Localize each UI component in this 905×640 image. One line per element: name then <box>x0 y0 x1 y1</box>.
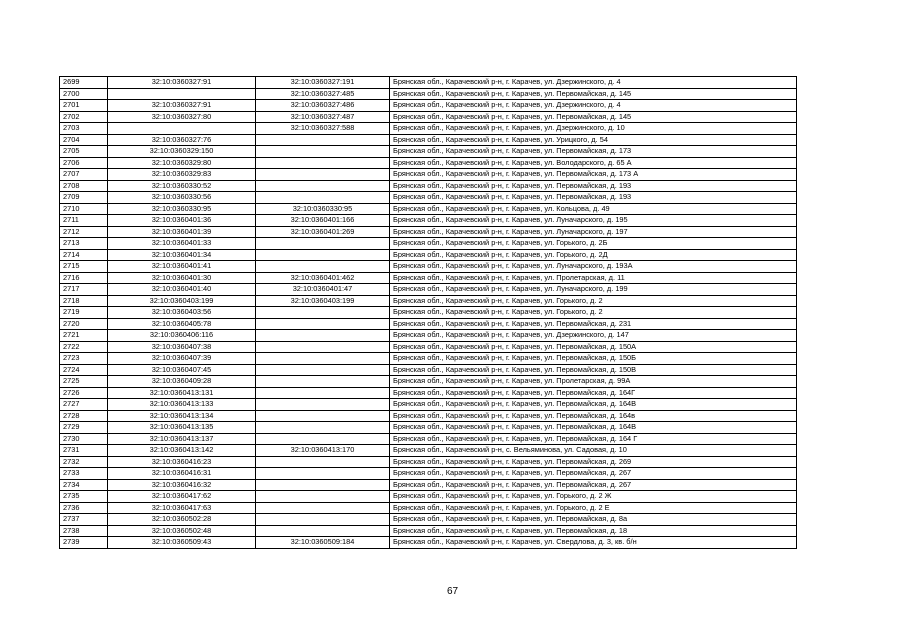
building-cadastral-number-cell <box>256 353 390 365</box>
row-number-cell: 2720 <box>60 318 108 330</box>
table-row <box>60 215 797 227</box>
building-cadastral-number-cell <box>256 468 390 480</box>
row-number-cell: 2719 <box>60 307 108 319</box>
land-cadastral-number-cell: 32:10:0360502:28 <box>108 514 256 526</box>
table-row <box>60 376 797 388</box>
land-cadastral-number-cell: 32:10:0360413:137 <box>108 433 256 445</box>
row-number-cell: 2734 <box>60 479 108 491</box>
land-cadastral-number-cell: 32:10:0360413:131 <box>108 387 256 399</box>
registry-table-body <box>60 77 797 549</box>
row-number-cell: 2716 <box>60 272 108 284</box>
building-cadastral-number-cell <box>256 238 390 250</box>
land-cadastral-number-cell: 32:10:0360401:40 <box>108 284 256 296</box>
row-number-cell: 2701 <box>60 100 108 112</box>
building-cadastral-number-cell <box>256 433 390 445</box>
building-cadastral-number-cell: 32:10:0360327:486 <box>256 100 390 112</box>
building-cadastral-number-cell <box>256 491 390 503</box>
building-cadastral-number-cell <box>256 422 390 434</box>
building-cadastral-number-cell: 32:10:0360327:487 <box>256 111 390 123</box>
table-row <box>60 226 797 238</box>
land-cadastral-number-cell: 32:10:0360401:33 <box>108 238 256 250</box>
table-row <box>60 537 797 549</box>
row-number-cell: 2710 <box>60 203 108 215</box>
land-cadastral-number-cell: 32:10:0360330:56 <box>108 192 256 204</box>
address-cell: Брянская обл., Карачевский р-н, г. Карачев, ул. Первомайская, д. 193 <box>390 180 797 192</box>
address-cell: Брянская обл., Карачевский р-н, г. Карачев, ул. Кольцова, д. 49 <box>390 203 797 215</box>
building-cadastral-number-cell <box>256 261 390 273</box>
land-cadastral-number-cell <box>108 123 256 135</box>
building-cadastral-number-cell <box>256 134 390 146</box>
building-cadastral-number-cell: 32:10:0360509:184 <box>256 537 390 549</box>
land-cadastral-number-cell: 32:10:0360416:23 <box>108 456 256 468</box>
building-cadastral-number-cell: 32:10:0360401:166 <box>256 215 390 227</box>
row-number-cell: 2724 <box>60 364 108 376</box>
address-cell: Брянская обл., Карачевский р-н, г. Карачев, ул. Первомайская, д. 150А <box>390 341 797 353</box>
table-row <box>60 491 797 503</box>
building-cadastral-number-cell <box>256 307 390 319</box>
land-cadastral-number-cell: 32:10:0360416:32 <box>108 479 256 491</box>
address-cell: Брянская обл., Карачевский р-н, с. Вельяминова, ул. Садовая, д. 10 <box>390 445 797 457</box>
address-cell: Брянская обл., Карачевский р-н, г. Карачев, ул. Первомайская, д. 164 Г <box>390 433 797 445</box>
row-number-cell: 2717 <box>60 284 108 296</box>
address-cell: Брянская обл., Карачевский р-н, г. Карачев, ул. Дзержинского, д. 10 <box>390 123 797 135</box>
address-cell: Брянская обл., Карачевский р-н, г. Карачев, ул. Луначарского, д. 193А <box>390 261 797 273</box>
table-row <box>60 238 797 250</box>
table-row <box>60 203 797 215</box>
address-cell: Брянская обл., Карачевский р-н, г. Карачев, ул. Горького, д. 2Д <box>390 249 797 261</box>
building-cadastral-number-cell <box>256 456 390 468</box>
building-cadastral-number-cell: 32:10:0360327:191 <box>256 77 390 89</box>
building-cadastral-number-cell <box>256 192 390 204</box>
row-number-cell: 2730 <box>60 433 108 445</box>
table-row <box>60 100 797 112</box>
building-cadastral-number-cell <box>256 330 390 342</box>
address-cell: Брянская обл., Карачевский р-н, г. Карачев, ул. Первомайская, д. 145 <box>390 111 797 123</box>
land-cadastral-number-cell: 32:10:0360416:31 <box>108 468 256 480</box>
address-cell: Брянская обл., Карачевский р-н, г. Карачев, ул. Первомайская, д. 164В <box>390 422 797 434</box>
building-cadastral-number-cell: 32:10:0360401:462 <box>256 272 390 284</box>
building-cadastral-number-cell <box>256 410 390 422</box>
address-cell: Брянская обл., Карачевский р-н, г. Карачев, ул. Первомайская, д. 231 <box>390 318 797 330</box>
building-cadastral-number-cell <box>256 364 390 376</box>
table-row <box>60 330 797 342</box>
land-cadastral-number-cell: 32:10:0360407:38 <box>108 341 256 353</box>
building-cadastral-number-cell <box>256 502 390 514</box>
row-number-cell: 2714 <box>60 249 108 261</box>
land-cadastral-number-cell: 32:10:0360407:39 <box>108 353 256 365</box>
building-cadastral-number-cell: 32:10:0360401:47 <box>256 284 390 296</box>
building-cadastral-number-cell <box>256 399 390 411</box>
table-row <box>60 318 797 330</box>
row-number-cell: 2703 <box>60 123 108 135</box>
address-cell: Брянская обл., Карачевский р-н, г. Карачев, ул. Горького, д. 2 <box>390 307 797 319</box>
table-row <box>60 88 797 100</box>
table-row <box>60 123 797 135</box>
table-row <box>60 146 797 158</box>
address-cell: Брянская обл., Карачевский р-н, г. Карачев, ул. Свердлова, д. 3, кв. б/н <box>390 537 797 549</box>
land-cadastral-number-cell: 32:10:0360413:142 <box>108 445 256 457</box>
table-row <box>60 364 797 376</box>
row-number-cell: 2729 <box>60 422 108 434</box>
table-row <box>60 456 797 468</box>
address-cell: Брянская обл., Карачевский р-н, г. Карачев, ул. Первомайская, д. 173 А <box>390 169 797 181</box>
table-row <box>60 502 797 514</box>
address-cell: Брянская обл., Карачевский р-н, г. Карачев, ул. Первомайская, д. 269 <box>390 456 797 468</box>
table-row <box>60 134 797 146</box>
address-cell: Брянская обл., Карачевский р-н, г. Карачев, ул. Первомайская, д. 173 <box>390 146 797 158</box>
land-cadastral-number-cell: 32:10:0360407:45 <box>108 364 256 376</box>
row-number-cell: 2705 <box>60 146 108 158</box>
row-number-cell: 2702 <box>60 111 108 123</box>
building-cadastral-number-cell: 32:10:0360413:170 <box>256 445 390 457</box>
land-cadastral-number-cell: 32:10:0360330:95 <box>108 203 256 215</box>
address-cell: Брянская обл., Карачевский р-н, г. Карачев, ул. Володарского, д. 65 А <box>390 157 797 169</box>
table-row <box>60 249 797 261</box>
address-cell: Брянская обл., Карачевский р-н, г. Карачев, ул. Горького, д. 2 Ж <box>390 491 797 503</box>
table-row <box>60 433 797 445</box>
table-row <box>60 284 797 296</box>
building-cadastral-number-cell <box>256 146 390 158</box>
row-number-cell: 2737 <box>60 514 108 526</box>
row-number-cell: 2733 <box>60 468 108 480</box>
land-cadastral-number-cell: 32:10:0360405:78 <box>108 318 256 330</box>
table-row <box>60 180 797 192</box>
table-row <box>60 445 797 457</box>
address-cell: Брянская обл., Карачевский р-н, г. Карачев, ул. Урицкого, д. 54 <box>390 134 797 146</box>
land-cadastral-number-cell: 32:10:0360406:116 <box>108 330 256 342</box>
table-row <box>60 77 797 89</box>
address-cell: Брянская обл., Карачевский р-н, г. Карачев, ул. Горького, д. 2 Е <box>390 502 797 514</box>
land-cadastral-number-cell: 32:10:0360413:133 <box>108 399 256 411</box>
address-cell: Брянская обл., Карачевский р-н, г. Карачев, ул. Первомайская, д. 193 <box>390 192 797 204</box>
land-cadastral-number-cell: 32:10:0360327:91 <box>108 77 256 89</box>
row-number-cell: 2725 <box>60 376 108 388</box>
row-number-cell: 2708 <box>60 180 108 192</box>
row-number-cell: 2721 <box>60 330 108 342</box>
table-row <box>60 353 797 365</box>
table-row <box>60 157 797 169</box>
land-cadastral-number-cell: 32:10:0360327:80 <box>108 111 256 123</box>
land-cadastral-number-cell <box>108 88 256 100</box>
building-cadastral-number-cell <box>256 249 390 261</box>
land-cadastral-number-cell: 32:10:0360401:36 <box>108 215 256 227</box>
address-cell: Брянская обл., Карачевский р-н, г. Карачев, ул. Луначарского, д. 197 <box>390 226 797 238</box>
building-cadastral-number-cell <box>256 318 390 330</box>
row-number-cell: 2722 <box>60 341 108 353</box>
table-row <box>60 192 797 204</box>
land-cadastral-number-cell: 32:10:0360502:48 <box>108 525 256 537</box>
building-cadastral-number-cell <box>256 341 390 353</box>
row-number-cell: 2713 <box>60 238 108 250</box>
table-row <box>60 111 797 123</box>
building-cadastral-number-cell <box>256 387 390 399</box>
row-number-cell: 2735 <box>60 491 108 503</box>
page-number: 67 <box>446 586 459 597</box>
table-row <box>60 514 797 526</box>
table-row <box>60 525 797 537</box>
land-cadastral-number-cell: 32:10:0360327:91 <box>108 100 256 112</box>
building-cadastral-number-cell <box>256 479 390 491</box>
land-cadastral-number-cell: 32:10:0360509:43 <box>108 537 256 549</box>
row-number-cell: 2718 <box>60 295 108 307</box>
land-cadastral-number-cell: 32:10:0360417:62 <box>108 491 256 503</box>
address-cell: Брянская обл., Карачевский р-н, г. Карачев, ул. Первомайская, д. 267 <box>390 468 797 480</box>
row-number-cell: 2704 <box>60 134 108 146</box>
address-cell: Брянская обл., Карачевский р-н, г. Карачев, ул. Дзержинского, д. 4 <box>390 100 797 112</box>
row-number-cell: 2699 <box>60 77 108 89</box>
land-cadastral-number-cell: 32:10:0360330:52 <box>108 180 256 192</box>
land-cadastral-number-cell: 32:10:0360401:30 <box>108 272 256 284</box>
row-number-cell: 2739 <box>60 537 108 549</box>
row-number-cell: 2715 <box>60 261 108 273</box>
row-number-cell: 2700 <box>60 88 108 100</box>
address-cell: Брянская обл., Карачевский р-н, г. Карачев, ул. Луначарского, д. 195 <box>390 215 797 227</box>
address-cell: Брянская обл., Карачевский р-н, г. Карачев, ул. Первомайская, д. 150В <box>390 364 797 376</box>
row-number-cell: 2709 <box>60 192 108 204</box>
row-number-cell: 2707 <box>60 169 108 181</box>
address-cell: Брянская обл., Карачевский р-н, г. Карачев, ул. Пролетарская, д. 11 <box>390 272 797 284</box>
building-cadastral-number-cell <box>256 157 390 169</box>
building-cadastral-number-cell <box>256 169 390 181</box>
table-row <box>60 307 797 319</box>
row-number-cell: 2728 <box>60 410 108 422</box>
building-cadastral-number-cell: 32:10:0360401:269 <box>256 226 390 238</box>
land-cadastral-number-cell: 32:10:0360401:34 <box>108 249 256 261</box>
row-number-cell: 2731 <box>60 445 108 457</box>
row-number-cell: 2732 <box>60 456 108 468</box>
row-number-cell: 2712 <box>60 226 108 238</box>
building-cadastral-number-cell: 32:10:0360327:485 <box>256 88 390 100</box>
table-row <box>60 422 797 434</box>
land-cadastral-number-cell: 32:10:0360409:28 <box>108 376 256 388</box>
land-cadastral-number-cell: 32:10:0360413:134 <box>108 410 256 422</box>
address-cell: Брянская обл., Карачевский р-н, г. Карачев, ул. Первомайская, д. 8а <box>390 514 797 526</box>
land-cadastral-number-cell: 32:10:0360329:150 <box>108 146 256 158</box>
land-cadastral-number-cell: 32:10:0360413:135 <box>108 422 256 434</box>
table-row <box>60 468 797 480</box>
land-cadastral-number-cell: 32:10:0360417:63 <box>108 502 256 514</box>
land-cadastral-number-cell: 32:10:0360403:56 <box>108 307 256 319</box>
address-cell: Брянская обл., Карачевский р-н, г. Карачев, ул. Первомайская, д. 164В <box>390 399 797 411</box>
table-row <box>60 295 797 307</box>
land-cadastral-number-cell: 32:10:0360327:76 <box>108 134 256 146</box>
address-cell: Брянская обл., Карачевский р-н, г. Карачев, ул. Первомайская, д. 150Б <box>390 353 797 365</box>
row-number-cell: 2706 <box>60 157 108 169</box>
address-cell: Брянская обл., Карачевский р-н, г. Карачев, ул. Горького, д. 2Б <box>390 238 797 250</box>
building-cadastral-number-cell <box>256 514 390 526</box>
address-cell: Брянская обл., Карачевский р-н, г. Карачев, ул. Луначарского, д. 199 <box>390 284 797 296</box>
land-cadastral-number-cell: 32:10:0360329:80 <box>108 157 256 169</box>
table-row <box>60 387 797 399</box>
table-row <box>60 341 797 353</box>
table-row <box>60 479 797 491</box>
building-cadastral-number-cell <box>256 376 390 388</box>
row-number-cell: 2736 <box>60 502 108 514</box>
row-number-cell: 2727 <box>60 399 108 411</box>
address-cell: Брянская обл., Карачевский р-н, г. Карачев, ул. Первомайская, д. 164Г <box>390 387 797 399</box>
building-cadastral-number-cell: 32:10:0360327:588 <box>256 123 390 135</box>
row-number-cell: 2723 <box>60 353 108 365</box>
table-row <box>60 410 797 422</box>
land-cadastral-number-cell: 32:10:0360401:41 <box>108 261 256 273</box>
address-cell: Брянская обл., Карачевский р-н, г. Карачев, ул. Первомайская, д. 164в <box>390 410 797 422</box>
table-row <box>60 272 797 284</box>
land-cadastral-number-cell: 32:10:0360401:39 <box>108 226 256 238</box>
address-cell: Брянская обл., Карачевский р-н, г. Карачев, ул. Пролетарская, д. 99А <box>390 376 797 388</box>
address-cell: Брянская обл., Карачевский р-н, г. Карачев, ул. Первомайская, д. 18 <box>390 525 797 537</box>
land-cadastral-number-cell: 32:10:0360403:199 <box>108 295 256 307</box>
building-cadastral-number-cell <box>256 180 390 192</box>
address-cell: Брянская обл., Карачевский р-н, г. Карачев, ул. Дзержинского, д. 4 <box>390 77 797 89</box>
table-row <box>60 399 797 411</box>
row-number-cell: 2738 <box>60 525 108 537</box>
building-cadastral-number-cell: 32:10:0360403:199 <box>256 295 390 307</box>
property-registry-table <box>59 76 797 549</box>
building-cadastral-number-cell: 32:10:0360330:95 <box>256 203 390 215</box>
address-cell: Брянская обл., Карачевский р-н, г. Карачев, ул. Дзержинского, д. 147 <box>390 330 797 342</box>
building-cadastral-number-cell <box>256 525 390 537</box>
land-cadastral-number-cell: 32:10:0360329:83 <box>108 169 256 181</box>
row-number-cell: 2726 <box>60 387 108 399</box>
address-cell: Брянская обл., Карачевский р-н, г. Карачев, ул. Горького, д. 2 <box>390 295 797 307</box>
address-cell: Брянская обл., Карачевский р-н, г. Карачев, ул. Первомайская, д. 145 <box>390 88 797 100</box>
address-cell: Брянская обл., Карачевский р-н, г. Карачев, ул. Первомайская, д. 267 <box>390 479 797 491</box>
table-row <box>60 261 797 273</box>
table-row <box>60 169 797 181</box>
row-number-cell: 2711 <box>60 215 108 227</box>
